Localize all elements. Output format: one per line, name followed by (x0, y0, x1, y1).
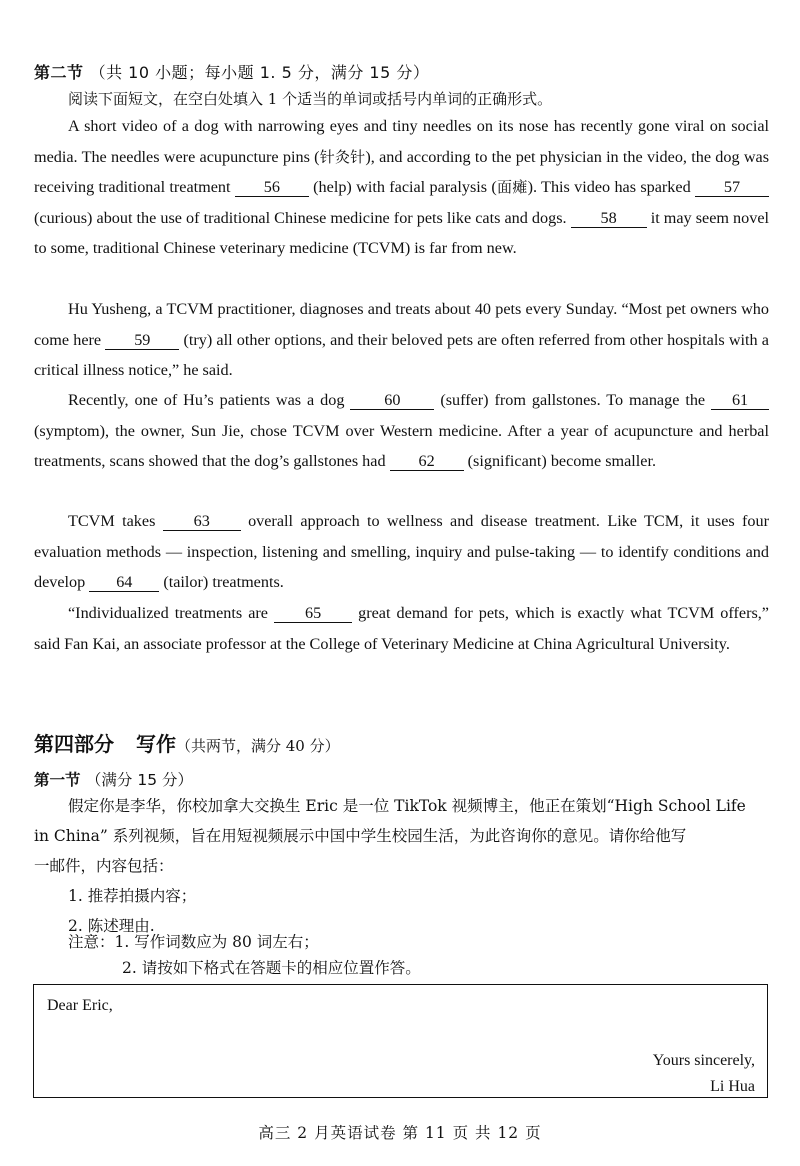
section-2-meta: （共 10 小题；每小题 1. 5 分，满分 15 分） (89, 63, 430, 82)
blank-60[interactable]: 60 (350, 391, 434, 410)
p1-text-f: it may seem novel to some, traditional Chinese veterinary medicine (TCVM) is far from new. (34, 208, 770, 258)
passage-paragraph-3 (34, 385, 769, 477)
p4-text-c: (tailor) treatments. (163, 573, 284, 592)
writing-prompt-line-2: in China” 系列视频，旨在用短视频展示中国中学生校园生活，为此咨询你的意见。请你给他写 (34, 827, 687, 845)
part-4-name: 写作 (136, 732, 176, 756)
p1-text-b: ), and according to the pet physician in the video, the dog was receiving traditional treatment (34, 147, 769, 197)
p1-text-d: ). This video has sparked (527, 178, 691, 197)
writing-prompt-line-1: 假定你是李华，你校加拿大交换生 Eric 是一位 TikTok 视频博主，他正在策划“High School Life (68, 797, 746, 815)
letter-closing-block (653, 1048, 755, 1100)
blank-65[interactable]: 65 (274, 604, 352, 623)
writing-note-1: 注意：1. 写作词数应为 80 词左右； (68, 933, 319, 951)
p1-cn-a: 针灸针 (319, 147, 366, 166)
passage-paragraph-2 (34, 294, 769, 386)
blank-59[interactable]: 59 (105, 331, 179, 350)
page-footer: 高三 2 月英语试卷 第 11 页 共 12 页 (258, 1124, 542, 1142)
part-4-title: 第四部分 (34, 732, 114, 756)
letter-signature: Li Hua (710, 1078, 755, 1095)
blank-64[interactable]: 64 (89, 573, 159, 592)
p3-text-a: Recently, one of Hu’s patients was a dog (68, 391, 345, 409)
p1-text-e: (curious) about the use of traditional Chinese medicine for pets like cats and dogs. (34, 208, 567, 227)
p5-text-a: “Individualized treatments are (68, 604, 268, 622)
p5-text-b: great demand for pets, which is exactly what TCVM offers,” said Fan Kai, an associate professor at the College of Veterinary Medicine at China Agricultural University. (34, 604, 769, 653)
blank-58[interactable]: 58 (571, 209, 647, 228)
section-1-heading (34, 768, 193, 790)
p3-text-b: (suffer) from gallstones. To manage the (440, 391, 706, 409)
writing-prompt-line-3: 一邮件，内容包括： (34, 857, 174, 875)
letter-salutation: Dear Eric, (47, 997, 113, 1014)
writing-note-2: 2. 请按如下格式在答题卡的相应位置作答。 (122, 959, 421, 977)
passage-paragraph-1 (34, 111, 769, 264)
p4-text-a: TCVM takes (68, 512, 156, 530)
blank-56[interactable]: 56 (235, 178, 309, 197)
p1-text-a: A short video of a dog with narrowing eyes and tiny needles on its nose has recently gone viral on social media. The needles were acupuncture pins ( (34, 117, 769, 166)
writing-item-2: 2. 陈述理由. (68, 917, 155, 935)
section-2-title: 第二节 (34, 63, 84, 82)
passage-paragraph-5 (34, 598, 769, 659)
part-4-heading (34, 728, 340, 757)
p2-text-a: Hu Yusheng, a TCVM practitioner, diagnoses and treats about 40 pets every Sunday. “Most pet owners who come here (34, 300, 769, 349)
blank-63[interactable]: 63 (163, 512, 241, 531)
section-2-instruction: 阅读下面短文，在空白处填入 1 个适当的单词或括号内单词的正确形式。 (68, 90, 553, 108)
section-1-title: 第一节 (34, 771, 81, 789)
section-2-heading (34, 60, 429, 83)
p4-text-b: overall approach to wellness and disease treatment. Like TCM, it uses four evaluation methods — inspection, listening and smelling, inquiry and pulse-taking — to identify conditions and develop (34, 512, 770, 592)
blank-57[interactable]: 57 (695, 178, 769, 197)
p2-text-b: (try) all other options, and their beloved pets are often referred from other hospitals with a critical illness notice,” he said. (34, 330, 769, 380)
p1-cn-c: 面瘫 (496, 178, 528, 197)
p1-text-c: (help) with facial paralysis ( (313, 178, 497, 197)
blank-61[interactable]: 61 (711, 391, 769, 410)
writing-item-1: 1. 推荐拍摄内容； (68, 887, 197, 905)
p3-text-d: (significant) become smaller. (467, 452, 656, 471)
p3-text-c: (symptom), the owner, Sun Jie, chose TCVM over Western medicine. After a year of acupuncture and herbal treatments, scans showed that the dog’s gallstones had (34, 421, 769, 471)
passage-paragraph-4 (34, 506, 769, 598)
letter-closing: Yours sincerely, (652, 1052, 755, 1069)
blank-62[interactable]: 62 (390, 452, 464, 471)
section-1-meta: （满分 15 分） (85, 771, 193, 789)
letter-format-box (33, 984, 768, 1098)
part-4-meta: （共两节，满分 40 分） (176, 737, 340, 755)
